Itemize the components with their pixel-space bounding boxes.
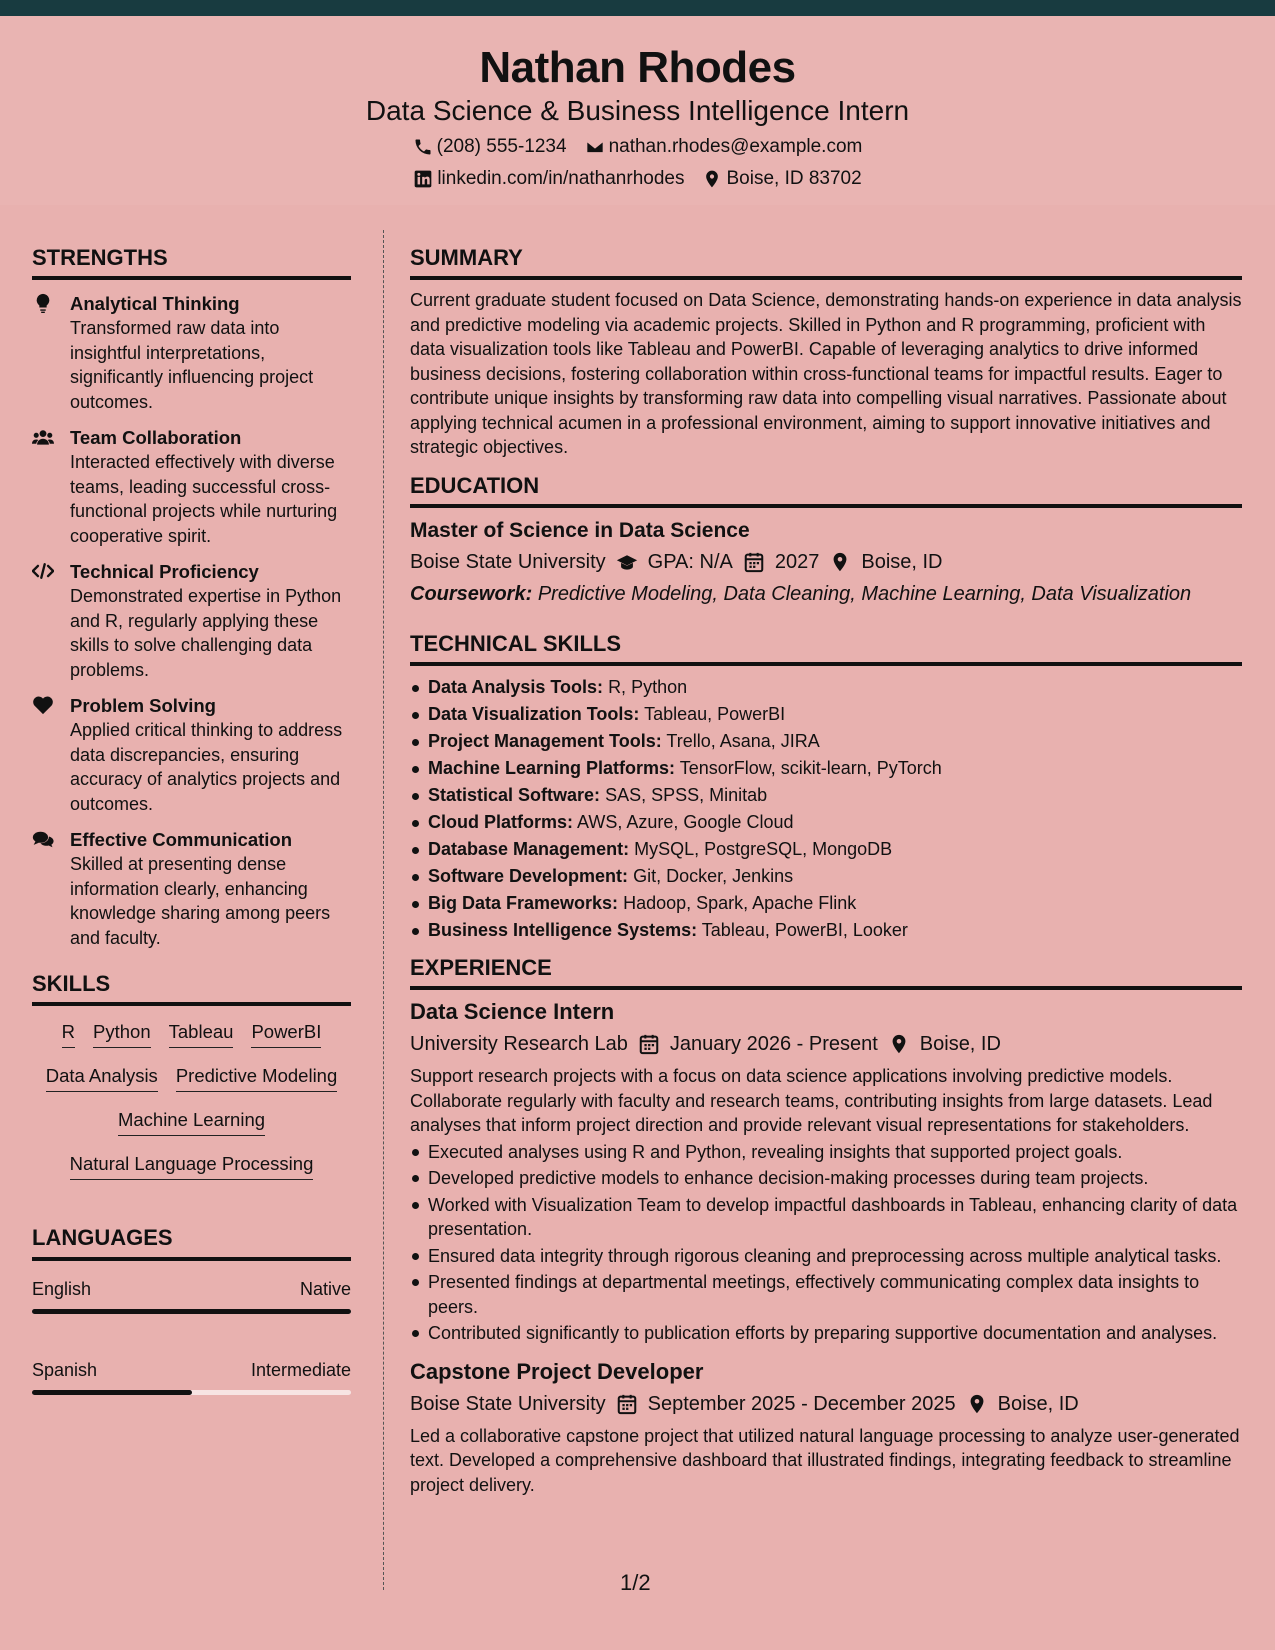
top-accent-bar [0, 0, 1275, 16]
skill-tag: Natural Language Processing [70, 1152, 314, 1180]
phone-text: (208) 555-1234 [436, 135, 567, 157]
job-description: Support research projects with a focus on data science applications involving predictive models. Collaborate regularly with faculty and research teams, contributing insights from large datasets. Lead analyses that inform project direction and provide relevant visual representations for stakeholders. [410, 1066, 1213, 1136]
envelope-icon [585, 137, 605, 157]
linkedin-icon [413, 169, 433, 189]
education-school: Boise State University [410, 550, 606, 573]
page-number: 1/2 [620, 1570, 651, 1595]
left-column [32, 246, 351, 1395]
language-proficiency-bar [32, 1390, 351, 1395]
strength-item [32, 426, 351, 548]
strength-desc: Demonstrated expertise in Python and R, regularly applying these skills to solve challenging data problems. [70, 586, 342, 680]
education-coursework [410, 580, 1242, 608]
calendar-icon [616, 1393, 638, 1415]
list-item: Ensured data integrity through rigorous cleaning and preprocessing across multiple analytical tasks. [410, 1244, 1242, 1269]
location-text: Boise, ID 83702 [726, 167, 862, 189]
list-item: Data Analysis Tools: R, Python [410, 674, 1242, 701]
strength-item [32, 292, 351, 414]
job-location: Boise, ID [997, 1392, 1079, 1415]
language-proficiency-bar [32, 1309, 351, 1314]
strength-title: Technical Proficiency [70, 561, 259, 583]
skills-heading: SKILLS [32, 972, 351, 1006]
technical-skills-list [410, 674, 1242, 944]
list-item: Contributed significantly to publication efforts by preparing supportive documentation and analyses. [410, 1321, 1242, 1346]
education-heading: EDUCATION [410, 474, 1242, 508]
education-meta [410, 548, 1242, 576]
contact-row-1 [0, 134, 1275, 160]
job-location: Boise, ID [919, 1033, 1001, 1056]
strength-title: Effective Communication [70, 829, 293, 851]
strength-desc: Transformed raw data into insightful interpretations, significantly influencing project outcomes. [70, 318, 314, 412]
candidate-title: Data Science & Business Intelligence Intern [365, 95, 910, 127]
job-bullets [410, 1140, 1242, 1346]
list-item: Presented findings at departmental meetings, effectively communicating complex data insights to peers. [410, 1270, 1242, 1319]
code-icon [32, 561, 70, 581]
map-pin-icon [702, 169, 722, 189]
list-item: Data Visualization Tools: Tableau, PowerBI [410, 701, 1242, 728]
job-description: Led a collaborative capstone project that utilized natural language processing to analyze user-generated text. Developed a comprehensive dashboard that illustrated findings, integrating feedback to streamline project delivery. [410, 1425, 1240, 1495]
map-pin-icon [966, 1393, 988, 1415]
language-proficiency-fill [32, 1309, 351, 1314]
list-item: Project Management Tools: Trello, Asana, JIRA [410, 728, 1242, 755]
heart-icon [32, 695, 70, 715]
language-level: Native [299, 1278, 351, 1299]
skill-tag: Python [93, 1020, 151, 1048]
map-pin-icon [888, 1033, 910, 1055]
list-item: Cloud Platforms: AWS, Azure, Google Cloud [410, 809, 1242, 836]
column-divider [383, 230, 384, 1590]
users-icon [32, 427, 70, 447]
graduation-cap-icon [616, 551, 638, 573]
comments-icon [32, 829, 70, 849]
strength-title: Team Collaboration [70, 427, 242, 449]
skills-tags [32, 1020, 351, 1196]
list-item: Machine Learning Platforms: TensorFlow, scikit-learn, PyTorch [410, 755, 1242, 782]
skill-tag: Predictive Modeling [176, 1064, 337, 1092]
map-pin-icon [829, 551, 851, 573]
language-name: English [32, 1278, 92, 1299]
calendar-icon [638, 1033, 660, 1055]
languages-heading: LANGUAGES [32, 1226, 351, 1260]
skill-tag: Tableau [169, 1020, 234, 1048]
summary-heading: SUMMARY [410, 246, 1242, 280]
strength-item [32, 828, 351, 950]
list-item: Developed predictive models to enhance decision-making processes during team projects. [410, 1166, 1242, 1191]
strength-desc: Interacted effectively with diverse teams, leading successful cross-functional projects while nurturing cooperative spirit. [70, 452, 338, 546]
coursework-list: Predictive Modeling, Data Cleaning, Machine Learning, Data Visualization [537, 582, 1192, 605]
skill-tag: Machine Learning [118, 1108, 265, 1136]
resume-header [0, 16, 1275, 205]
strength-title: Analytical Thinking [70, 293, 240, 315]
job-dates: September 2025 - December 2025 [647, 1392, 956, 1415]
right-column [410, 246, 1242, 1497]
experience-entry [410, 1358, 1242, 1498]
experience-heading: EXPERIENCE [410, 956, 1242, 990]
language-item [32, 1277, 351, 1314]
list-item: Software Development: Git, Docker, Jenkins [410, 863, 1242, 890]
language-item [32, 1358, 351, 1395]
technical-skills-heading: TECHNICAL SKILLS [410, 632, 1242, 666]
list-item: Worked with Visualization Team to develop impactful dashboards in Tableau, enhancing clarity of data presentation. [410, 1193, 1242, 1242]
contact-row-2 [0, 166, 1275, 192]
strength-item [32, 560, 351, 682]
linkedin-contact [413, 168, 684, 190]
list-item: Executed analyses using R and Python, revealing insights that supported project goals. [410, 1140, 1242, 1165]
summary-text: Current graduate student focused on Data Science, demonstrating hands-on experience in data analysis and predictive modeling via academic projects. Skilled in Python and R programming, proficient with data visualization tools like Tableau and PowerBI. Capable of leveraging analytics to drive informed business decisions, fostering collaboration within cross-functional teams for impactful results. Eager to contribute unique insights by transforming raw data into compelling visual narratives. Passionate about applying technical acumen in a professional environment, aiming to support innovative initiatives and strategic objectives. [410, 290, 1242, 458]
strength-title: Problem Solving [70, 695, 216, 717]
skill-tag: R [62, 1020, 75, 1048]
email-text: nathan.rhodes@example.com [608, 135, 863, 157]
education-year: 2027 [774, 550, 820, 573]
skill-tag: PowerBI [251, 1020, 321, 1048]
candidate-name: Nathan Rhodes [479, 43, 796, 92]
job-meta [410, 1390, 1242, 1418]
email-contact [585, 136, 863, 158]
job-title: Capstone Project Developer [410, 1358, 704, 1384]
job-dates: January 2026 - Present [669, 1033, 878, 1056]
strength-desc: Skilled at presenting dense information clearly, enhancing knowledge sharing among peers and faculty. [70, 854, 331, 948]
job-meta [410, 1030, 1242, 1058]
education-degree: Master of Science in Data Science [410, 518, 750, 542]
list-item: Business Intelligence Systems: Tableau, PowerBI, Looker [410, 917, 1242, 944]
strengths-heading: STRENGTHS [32, 246, 351, 280]
experience-entry [410, 998, 1242, 1346]
strength-item [32, 694, 351, 816]
list-item: Big Data Frameworks: Hadoop, Spark, Apache Flink [410, 890, 1242, 917]
language-level: Intermediate [250, 1359, 351, 1380]
skill-tag: Data Analysis [46, 1064, 158, 1092]
coursework-label: Coursework: [410, 582, 533, 605]
strength-desc: Applied critical thinking to address data discrepancies, ensuring accuracy of analytics projects and outcomes. [70, 720, 343, 814]
job-org: Boise State University [410, 1392, 606, 1415]
list-item: Database Management: MySQL, PostgreSQL, MongoDB [410, 836, 1242, 863]
education-gpa: GPA: N/A [647, 550, 733, 573]
lightbulb-icon [32, 293, 70, 313]
phone-contact [413, 136, 567, 158]
phone-icon [413, 137, 433, 157]
language-name: Spanish [32, 1359, 98, 1380]
location-contact [702, 168, 861, 190]
calendar-icon [743, 551, 765, 573]
linkedin-text: linkedin.com/in/nathanrhodes [437, 167, 685, 189]
list-item: Statistical Software: SAS, SPSS, Minitab [410, 782, 1242, 809]
job-title: Data Science Intern [410, 999, 615, 1025]
education-location: Boise, ID [861, 550, 943, 573]
job-org: University Research Lab [410, 1033, 628, 1056]
language-proficiency-fill [32, 1390, 192, 1395]
